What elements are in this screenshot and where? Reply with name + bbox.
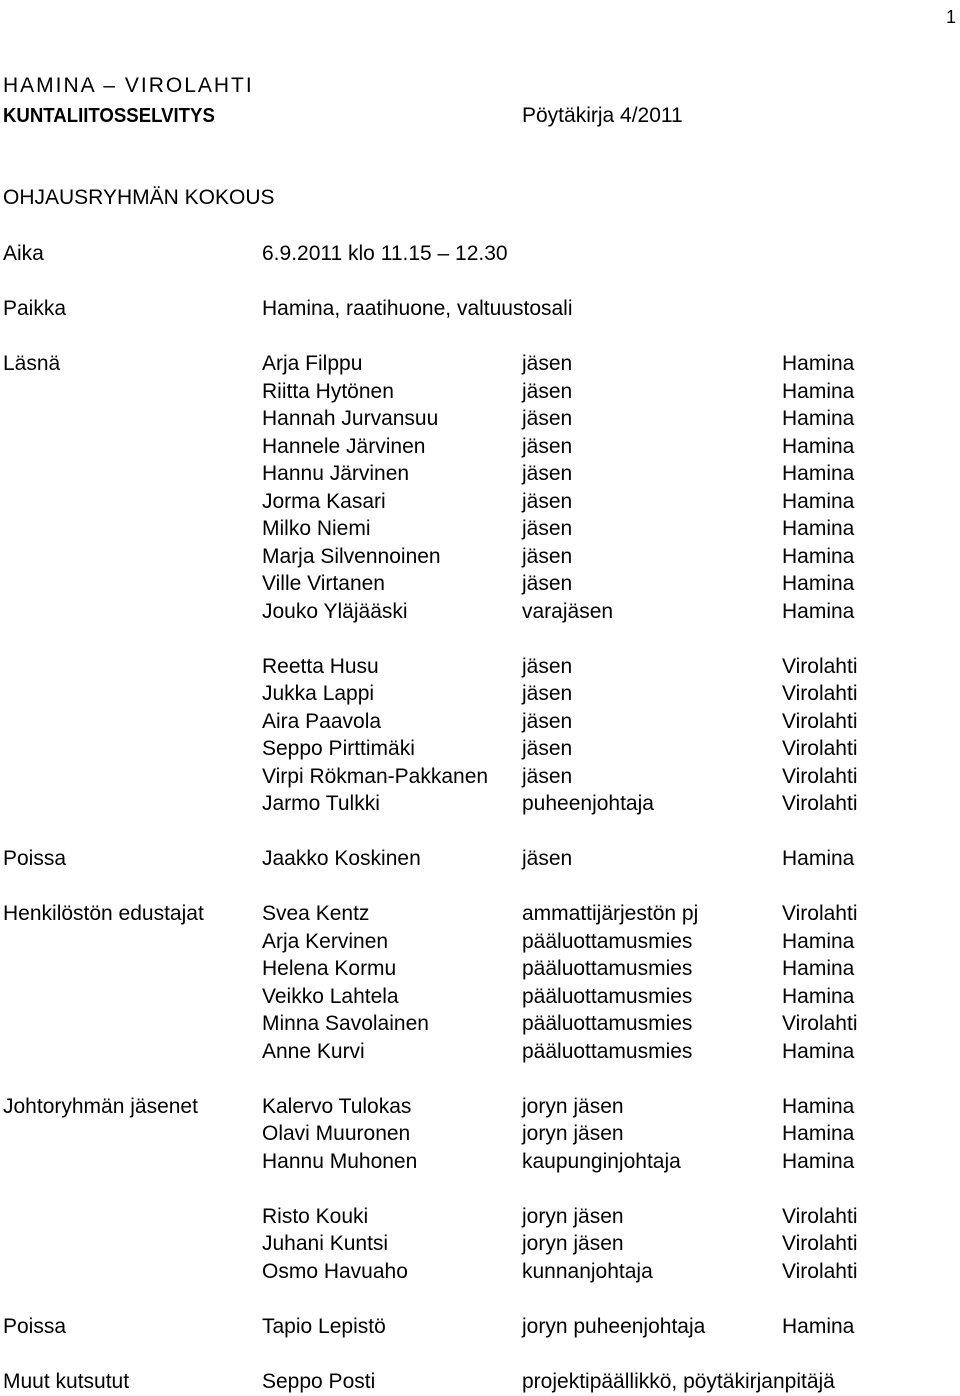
attendee-town: Hamina [782,1149,855,1173]
aika-label: Aika [3,242,44,265]
attendee-role: pääluottamusmies [522,984,693,1008]
paikka-label: Paikka [3,297,67,320]
attendee-role: jäsen [522,737,573,760]
attendee-town: Hamina [782,379,855,403]
attendee-role: jäsen [522,489,573,513]
attendee-town: Virolahti [782,902,858,925]
attendee-town: Virolahti [782,1012,858,1035]
attendee-name: Arja Filppu [262,352,363,375]
attendee-role: pääluottamusmies [522,957,693,980]
attendee-name: Arja Kervinen [262,929,389,953]
attendee-town: Hamina [782,517,855,540]
attendee-role: pääluottamusmies [522,929,693,953]
section-label: Johtoryhmän jäsenet [3,1094,198,1118]
document-subtitle: KUNTALIITOSSELVITYS [3,105,215,127]
attendee-town: Hamina [782,1314,855,1338]
attendee-town: Hamina [782,1039,855,1063]
attendee-role: joryn jäsen [522,1232,624,1255]
attendee-town: Hamina [782,434,855,458]
attendee-role: pääluottamusmies [522,1012,693,1035]
attendee-name: Tapio Lepistö [262,1314,386,1338]
attendee-town: Hamina [782,984,855,1008]
attendee-town: Hamina [782,1094,855,1118]
attendee-role: jäsen [522,407,573,430]
attendee-name: Jouko Yläjääski [262,599,408,623]
attendee-name: Helena Kormu [262,957,397,980]
attendee-town: Hamina [782,957,855,980]
attendee-role: jäsen [522,654,573,678]
attendee-name: Reetta Husu [262,654,379,678]
attendee-town: Hamina [782,847,855,870]
attendee-role: joryn jäsen [522,1122,624,1145]
attendee-town: Virolahti [782,1259,858,1283]
attendee-role: kunnanjohtaja [522,1259,653,1283]
attendee-name: Hannu Muhonen [262,1149,418,1173]
attendee-town: Virolahti [782,709,858,733]
attendee-town: Virolahti [782,1204,858,1228]
attendee-role: jäsen [522,462,573,485]
attendee-role: puheenjohtaja [522,792,654,815]
attendee-role: jäsen [522,682,573,705]
attendee-name: Jarmo Tulkki [262,792,380,815]
attendee-role: jäsen [522,352,573,375]
attendee-role: jäsen [522,764,573,788]
attendee-name: Hannah Jurvansuu [262,407,439,430]
attendee-name: Jaakko Koskinen [262,847,421,870]
attendee-name: Veikko Lahtela [262,984,399,1008]
attendee-name: Virpi Rökman-Pakkanen [262,764,489,788]
attendee-town: Virolahti [782,1232,858,1255]
attendee-town: Hamina [782,544,855,568]
attendee-role: joryn jäsen [522,1204,624,1228]
paikka-value: Hamina, raatihuone, valtuustosali [262,297,573,320]
attendee-name: Marja Silvennoinen [262,544,441,568]
attendee-role: ammattijärjestön pj [522,902,699,925]
attendee-role: jäsen [522,379,573,403]
attendee-name: Jukka Lappi [262,682,375,705]
attendee-name: Minna Savolainen [262,1012,429,1035]
protocol-number: Pöytäkirja 4/2011 [522,104,683,127]
attendee-name: Anne Kurvi [262,1039,365,1063]
page-number: 1 [946,7,957,27]
attendee-role: jäsen [522,709,573,733]
attendee-name: Jorma Kasari [262,489,386,513]
attendee-role: jäsen [522,517,573,540]
attendee-town: Hamina [782,352,855,375]
document-title: HAMINA – VIROLAHTI [3,74,254,97]
attendee-role: jäsen [522,847,573,870]
attendee-town: Virolahti [782,682,858,705]
attendee-name: Riitta Hytönen [262,379,394,403]
section-label: Muut kutsutut [3,1369,130,1393]
attendee-role: kaupunginjohtaja [522,1149,681,1173]
section-label: Henkilöstön edustajat [3,902,204,925]
attendee-town: Hamina [782,489,855,513]
attendee-name: Seppo Posti [262,1369,376,1393]
aika-value: 6.9.2011 klo 11.15 – 12.30 [262,242,508,265]
attendee-role: jäsen [522,544,573,568]
attendee-town: Hamina [782,407,855,430]
section-label: Läsnä [3,352,61,375]
meeting-heading: OHJAUSRYHMÄN KOKOUS [3,186,275,209]
attendee-town: Hamina [782,462,855,485]
attendee-town: Virolahti [782,764,858,788]
attendee-town: Virolahti [782,654,858,678]
attendee-name: Svea Kentz [262,902,370,925]
attendee-name: Kalervo Tulokas [262,1094,412,1118]
attendee-town: Hamina [782,929,855,953]
section-label: Poissa [3,847,67,870]
attendee-role: joryn puheenjohtaja [522,1314,706,1338]
attendee-name: Risto Kouki [262,1204,369,1228]
attendee-name: Olavi Muuronen [262,1122,411,1145]
attendee-role: varajäsen [522,599,614,623]
attendee-name: Aira Paavola [262,709,382,733]
attendee-role: jäsen [522,434,573,458]
attendee-role: projektipäällikkö, pöytäkirjanpitäjä [522,1369,835,1393]
attendee-name: Milko Niemi [262,517,371,540]
attendee-name: Hannu Järvinen [262,462,410,485]
attendee-town: Virolahti [782,792,858,815]
attendee-name: Hannele Järvinen [262,434,426,458]
attendee-name: Osmo Havuaho [262,1259,408,1283]
attendee-name: Seppo Pirttimäki [262,737,415,760]
attendee-town: Hamina [782,1122,855,1145]
section-label: Poissa [3,1314,67,1338]
attendee-role: pääluottamusmies [522,1039,693,1063]
attendee-name: Juhani Kuntsi [262,1232,389,1255]
attendee-role: joryn jäsen [522,1094,624,1118]
attendee-town: Virolahti [782,737,858,760]
attendee-name: Ville Virtanen [262,572,385,595]
attendee-town: Hamina [782,599,855,623]
attendee-town: Hamina [782,572,855,595]
attendee-role: jäsen [522,572,573,595]
